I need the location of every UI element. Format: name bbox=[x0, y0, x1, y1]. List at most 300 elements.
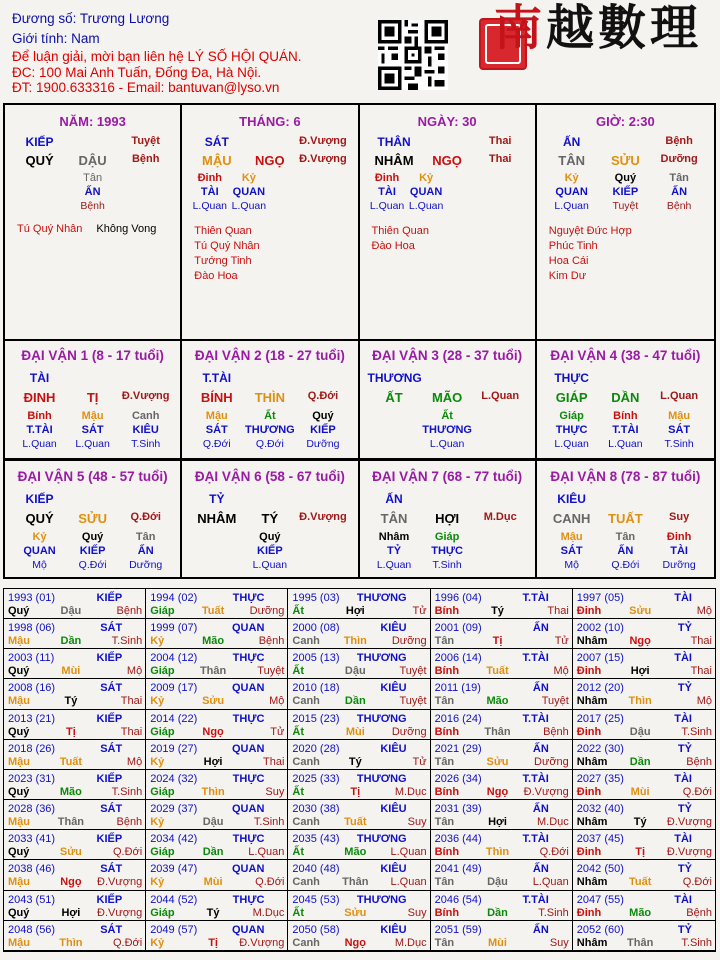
year-god: SÁT bbox=[100, 923, 123, 936]
year-stem: Bính bbox=[434, 846, 460, 859]
dai-van-2 bbox=[182, 340, 359, 458]
year-stage: L.Quan bbox=[248, 846, 285, 859]
year-god: THỰC bbox=[232, 652, 265, 665]
year-branch: Mão bbox=[629, 906, 652, 919]
year-cell bbox=[4, 830, 146, 860]
dai-van-stem: QUÝ bbox=[25, 510, 54, 526]
dai-van-branch: SỬU bbox=[78, 510, 108, 526]
year-god: T.TÀI bbox=[522, 652, 549, 665]
year-cell bbox=[573, 710, 715, 740]
year-stage: M.Dục bbox=[394, 785, 427, 798]
year-stem: Tân bbox=[434, 635, 455, 648]
dai-van-title: ĐẠI VẬN 6 (58 - 67 tuổi) bbox=[194, 469, 345, 484]
year-branch: Ngọ bbox=[202, 725, 224, 738]
hidden-stage: Mộ bbox=[32, 558, 47, 571]
hidden-stem bbox=[474, 532, 527, 543]
year-cell bbox=[288, 619, 430, 649]
year-branch: Tý bbox=[491, 605, 504, 617]
hidden-stem: Mậu bbox=[81, 409, 104, 422]
year-god: THỰC bbox=[232, 712, 265, 725]
year-stem: Quý bbox=[8, 906, 30, 919]
year-cell bbox=[573, 619, 715, 649]
year-stage: Dưỡng bbox=[391, 725, 427, 738]
hidden-stem: Đinh bbox=[666, 530, 692, 543]
hidden-stem: Tân bbox=[615, 530, 636, 543]
year-branch: Ngọ bbox=[60, 876, 82, 889]
year-stem: Bính bbox=[434, 665, 460, 678]
year-label: 2044 (52) bbox=[150, 893, 198, 906]
year-cell bbox=[4, 649, 146, 679]
year-cell bbox=[573, 649, 715, 679]
year-stage: Đ.Vượng bbox=[666, 846, 712, 859]
hidden-stem: Tân bbox=[83, 172, 103, 184]
year-branch: Dậu bbox=[487, 876, 508, 889]
year-branch: Mùi bbox=[630, 785, 650, 798]
year-cell bbox=[431, 619, 573, 649]
year-stage: Q.Đới bbox=[255, 876, 285, 889]
year-branch: Sửu bbox=[344, 906, 367, 919]
year-branch: Tuất bbox=[628, 876, 652, 889]
hidden-god: KIẾP bbox=[79, 544, 106, 557]
year-branch: Tị bbox=[66, 725, 76, 738]
year-branch: Tị bbox=[350, 785, 361, 798]
year-stem: Giáp bbox=[150, 906, 175, 919]
year-stem: Kỷ bbox=[150, 635, 165, 648]
dai-van-branch: TỊ bbox=[86, 389, 99, 405]
year-label: 2001 (09) bbox=[434, 622, 482, 635]
year-stage: Dưỡng bbox=[534, 755, 569, 768]
pillar-stem: NHÂM bbox=[374, 153, 414, 168]
year-stem: Bính bbox=[434, 605, 460, 617]
year-stage: Bệnh bbox=[686, 755, 712, 768]
year-branch: Mùi bbox=[61, 665, 81, 678]
dai-van-branch: MÃO bbox=[431, 389, 463, 405]
year-cell bbox=[431, 860, 573, 890]
year-stage: Tử bbox=[412, 605, 427, 617]
year-stem: Giáp bbox=[150, 665, 175, 678]
dai-van-branch: DẦN bbox=[611, 389, 640, 405]
year-stage: Thai bbox=[262, 755, 285, 768]
year-branch: Ngọ bbox=[344, 936, 366, 949]
year-god: QUAN bbox=[232, 923, 265, 936]
year-cell bbox=[288, 710, 430, 740]
year-god: ẤN bbox=[532, 622, 549, 635]
year-label: 2013 (21) bbox=[8, 712, 56, 725]
year-cell bbox=[4, 710, 146, 740]
hidden-god: KIẾP bbox=[612, 186, 639, 198]
dai-van-god: KIẾP bbox=[25, 491, 54, 506]
year-label: 1995 (03) bbox=[292, 592, 340, 604]
year-branch: Tý bbox=[64, 695, 78, 708]
year-branch: Dậu bbox=[344, 665, 366, 678]
year-label: 2023 (31) bbox=[8, 772, 56, 785]
year-stage: T.Sinh bbox=[253, 816, 285, 829]
year-stem: Canh bbox=[292, 816, 320, 829]
pillar-god: KIẾP bbox=[25, 135, 54, 149]
year-god: SÁT bbox=[100, 803, 123, 816]
year-stage: T.Sinh bbox=[538, 906, 569, 919]
year-stem: Nhâm bbox=[576, 695, 608, 708]
year-label: 2040 (48) bbox=[292, 863, 340, 876]
year-god: TỶ bbox=[677, 803, 692, 816]
year-stage: Mộ bbox=[553, 665, 569, 678]
year-label: 2016 (24) bbox=[434, 712, 482, 725]
year-god: KIÊU bbox=[380, 863, 407, 876]
four-pillars-table bbox=[3, 103, 716, 341]
dai-van-stage: Đ.Vượng bbox=[121, 389, 170, 402]
year-stage: Dưỡng bbox=[391, 635, 427, 648]
hidden-stage: L.Quan bbox=[554, 200, 589, 212]
hidden-god bbox=[474, 546, 527, 557]
year-god: T.TÀI bbox=[522, 712, 549, 725]
year-god: TÀI bbox=[674, 652, 692, 665]
dai-van-stem: GIÁP bbox=[555, 389, 588, 405]
year-stem: Mậu bbox=[8, 936, 30, 949]
year-stage: Thai bbox=[547, 605, 569, 617]
hidden-stem: Đinh bbox=[374, 172, 400, 184]
year-branch: Mão bbox=[202, 635, 225, 648]
year-stem: Nhâm bbox=[576, 635, 608, 648]
year-cell bbox=[288, 830, 430, 860]
hidden-stem: Bính bbox=[613, 409, 638, 422]
hidden-stem: Quý bbox=[81, 530, 104, 543]
hidden-stage bbox=[190, 560, 243, 571]
hidden-stem: Canh bbox=[131, 409, 160, 422]
year-god: TỶ bbox=[677, 622, 692, 635]
dai-van-row-2 bbox=[3, 459, 716, 579]
year-branch: Hợi bbox=[345, 605, 365, 617]
year-branch: Tuất bbox=[59, 755, 83, 768]
year-cell bbox=[288, 800, 430, 830]
year-stem: Đinh bbox=[576, 725, 602, 738]
year-stem: Bính bbox=[434, 725, 460, 738]
hidden-god bbox=[296, 546, 349, 557]
year-stem: Đinh bbox=[576, 785, 602, 798]
year-label: 2005 (13) bbox=[292, 652, 340, 665]
year-stem: Ất bbox=[292, 785, 304, 798]
year-stem: Nhâm bbox=[576, 816, 608, 829]
year-god: TÀI bbox=[674, 592, 692, 604]
hidden-stage: L.Quan bbox=[22, 437, 57, 450]
year-stem: Đinh bbox=[576, 906, 602, 919]
hidden-stage: L.Quan bbox=[376, 558, 412, 571]
year-stem: Kỷ bbox=[150, 755, 165, 768]
pillar-title: GIỜ: 2:30 bbox=[595, 114, 655, 129]
qr-code-icon[interactable] bbox=[378, 20, 448, 90]
hidden-stage: L.Quan bbox=[192, 200, 228, 212]
dai-van-god: T.TÀI bbox=[202, 370, 232, 385]
year-god: TÀI bbox=[674, 833, 692, 846]
star-item: Tú Quý Nhân bbox=[194, 239, 260, 252]
year-cell bbox=[573, 860, 715, 890]
year-stage: M.Dục bbox=[394, 936, 427, 949]
hidden-stage: T.Sinh bbox=[664, 437, 694, 450]
year-god: ẤN bbox=[532, 863, 549, 876]
year-label: 2018 (26) bbox=[8, 742, 56, 755]
year-cell bbox=[573, 830, 715, 860]
year-stage: Bệnh bbox=[686, 906, 712, 919]
year-branch: Thìn bbox=[485, 846, 510, 859]
year-god: TỶ bbox=[677, 863, 692, 876]
year-stage: Đ.Vượng bbox=[97, 876, 143, 889]
year-branch: Dần bbox=[202, 846, 224, 859]
hidden-stem: Mậu bbox=[205, 409, 228, 422]
year-label: 2014 (22) bbox=[150, 712, 198, 725]
year-stage: T.Sinh bbox=[681, 936, 712, 949]
year-stem: Đinh bbox=[576, 665, 602, 678]
hidden-god: THƯƠNG bbox=[245, 423, 295, 436]
year-label: 2000 (08) bbox=[292, 622, 340, 635]
hidden-stem: Giáp bbox=[434, 530, 460, 543]
dai-van-stem: CANH bbox=[552, 510, 591, 526]
year-god: KIẾP bbox=[96, 772, 123, 785]
star-item: Tướng Tinh bbox=[194, 254, 252, 267]
year-label: 2049 (57) bbox=[150, 923, 198, 936]
hidden-stem: Kỷ bbox=[32, 530, 47, 543]
year-branch: Sửu bbox=[629, 605, 652, 617]
hidden-god: THỰC bbox=[431, 544, 463, 557]
year-stem: Đinh bbox=[576, 605, 602, 617]
hidden-god: QUAN bbox=[409, 186, 443, 198]
year-stem: Giáp bbox=[150, 785, 175, 798]
pillar-god: SÁT bbox=[204, 135, 229, 149]
pillar-stem: MẬU bbox=[201, 153, 232, 168]
year-cell bbox=[288, 860, 430, 890]
year-cell bbox=[146, 830, 288, 860]
year-label: 1996 (04) bbox=[434, 592, 482, 604]
year-label: 2050 (58) bbox=[292, 923, 340, 936]
year-label: 2038 (46) bbox=[8, 863, 56, 876]
pillar-title: NGÀY: 30 bbox=[417, 114, 477, 129]
dai-van-stem: ẤT bbox=[385, 389, 403, 405]
year-cell bbox=[573, 891, 715, 921]
dai-van-title: ĐẠI VẬN 8 (78 - 87 tuổi) bbox=[550, 469, 701, 484]
year-god: KIẾP bbox=[96, 833, 123, 846]
year-label: 2048 (56) bbox=[8, 923, 56, 936]
year-label: 1994 (02) bbox=[150, 592, 198, 604]
year-cell bbox=[146, 891, 288, 921]
year-cell bbox=[146, 679, 288, 709]
hidden-stem: Đinh bbox=[197, 172, 223, 184]
year-god: SÁT bbox=[100, 742, 123, 755]
year-label: 1999 (07) bbox=[150, 622, 198, 635]
year-stem: Quý bbox=[8, 605, 30, 617]
year-god: T.TÀI bbox=[522, 592, 549, 604]
dai-van-3 bbox=[360, 340, 537, 458]
dai-van-title: ĐẠI VẬN 3 (28 - 37 tuổi) bbox=[372, 348, 523, 363]
hidden-stage: L.Quan bbox=[369, 200, 405, 212]
year-label: 2002 (10) bbox=[576, 622, 624, 635]
year-branch: Sửu bbox=[202, 695, 225, 708]
year-branch: Sửu bbox=[59, 846, 82, 859]
year-god: KIẾP bbox=[96, 712, 123, 725]
star-item: Thiên Quan bbox=[194, 224, 252, 237]
year-god: TÀI bbox=[674, 772, 692, 785]
dai-van-god: TÀI bbox=[29, 370, 50, 385]
year-stage: Bệnh bbox=[116, 605, 143, 617]
pillar-stage: Bệnh bbox=[665, 135, 693, 147]
hidden-stage bbox=[474, 560, 527, 571]
year-stage: Thai bbox=[120, 695, 143, 708]
hidden-stage bbox=[368, 439, 421, 450]
year-branch: Mão bbox=[59, 785, 82, 798]
year-branch: Thìn bbox=[201, 785, 225, 798]
year-label: 2025 (33) bbox=[292, 772, 340, 785]
dai-van-row-1 bbox=[3, 340, 716, 460]
year-stage: L.Quan bbox=[390, 846, 427, 859]
dai-van-branch: TUẤT bbox=[608, 510, 643, 526]
year-stem: Tân bbox=[434, 936, 455, 949]
year-label: 2043 (51) bbox=[8, 893, 56, 906]
year-branch: Thìn bbox=[59, 936, 83, 949]
year-god: TỶ bbox=[677, 742, 692, 755]
year-god: T.TÀI bbox=[522, 893, 549, 906]
star-item: Tú Quý Nhân bbox=[17, 222, 83, 235]
year-label: 2037 (45) bbox=[576, 833, 624, 846]
year-stage: Q.Đới bbox=[112, 936, 143, 949]
pillar-year bbox=[5, 105, 182, 339]
year-god: T.TÀI bbox=[522, 833, 549, 846]
hidden-stage: Bệnh bbox=[666, 200, 692, 212]
hidden-god: SÁT bbox=[668, 423, 691, 436]
hidden-stem: Kỷ bbox=[419, 172, 434, 184]
year-stem: Giáp bbox=[150, 725, 175, 738]
year-stem: Tân bbox=[434, 695, 455, 708]
year-stage: Đ.Vượng bbox=[666, 816, 712, 829]
hidden-god: TÀI bbox=[200, 186, 219, 198]
year-stem: Canh bbox=[292, 755, 320, 768]
hidden-god: TÀI bbox=[378, 186, 396, 198]
hidden-stage: Dưỡng bbox=[662, 558, 696, 571]
hidden-stem: Quý bbox=[614, 172, 637, 184]
hidden-stage: Q.Đới bbox=[202, 437, 231, 450]
year-stage: Q.Đới bbox=[112, 846, 143, 859]
year-cell bbox=[146, 649, 288, 679]
year-label: 2052 (60) bbox=[576, 923, 624, 936]
year-branch: Tuất bbox=[344, 816, 367, 829]
year-branch: Thân bbox=[57, 816, 85, 829]
year-stage: Tử bbox=[554, 635, 569, 648]
pillar-hour bbox=[537, 105, 714, 339]
hidden-god: T.TÀI bbox=[26, 423, 53, 436]
year-branch: Hợi bbox=[630, 665, 650, 678]
year-branch: Mão bbox=[486, 695, 509, 708]
year-cell bbox=[4, 921, 146, 951]
year-stem: Mậu bbox=[8, 816, 30, 829]
year-stage: Tuyệt bbox=[257, 665, 285, 678]
year-god: SÁT bbox=[100, 863, 123, 876]
year-cell bbox=[146, 921, 288, 951]
dai-van-stage: M.Dục bbox=[483, 510, 517, 523]
year-god: THƯƠNG bbox=[356, 652, 407, 665]
year-label: 2028 (36) bbox=[8, 803, 56, 816]
dai-van-1 bbox=[5, 340, 182, 458]
year-god: QUAN bbox=[232, 742, 265, 755]
pillar-god: ẤN bbox=[562, 135, 581, 149]
year-god: TỶ bbox=[677, 923, 692, 936]
year-stem: Nhâm bbox=[576, 876, 608, 889]
year-god: T.TÀI bbox=[522, 772, 549, 785]
pillar-branch-stage: Bệnh bbox=[131, 153, 160, 165]
year-stem: Quý bbox=[8, 725, 30, 738]
hidden-god: QUAN bbox=[232, 186, 266, 198]
dai-van-title: ĐẠI VẬN 2 (18 - 27 tuổi) bbox=[194, 348, 345, 363]
year-branch: Mùi bbox=[345, 725, 365, 738]
year-god: KIÊU bbox=[380, 923, 407, 936]
pillar-title: THÁNG: 6 bbox=[239, 114, 301, 129]
year-stem: Bính bbox=[434, 906, 460, 919]
year-stem: Ất bbox=[292, 906, 304, 919]
hidden-god: T.TÀI bbox=[612, 423, 639, 436]
year-label: 2051 (59) bbox=[434, 923, 482, 936]
year-branch: Tý bbox=[633, 816, 647, 829]
year-cell bbox=[431, 891, 573, 921]
year-cell bbox=[4, 891, 146, 921]
pillar-branch-stage: Dưỡng bbox=[660, 153, 698, 165]
year-stage: Thai bbox=[690, 635, 712, 648]
hidden-stage: Q.Đới bbox=[78, 558, 107, 571]
year-branch: Dậu bbox=[629, 725, 651, 738]
address-line: ĐC: 100 Mai Anh Tuấn, Đống Đa, Hà Nội. bbox=[12, 65, 262, 80]
contact-line: Để luận giải, mời bạn liên hệ LÝ SỐ HỘI QUÁN. bbox=[12, 49, 302, 64]
year-branch: Dậu bbox=[202, 816, 224, 829]
year-god: ẤN bbox=[532, 682, 549, 695]
year-stem: Kỷ bbox=[150, 876, 165, 889]
year-stage: Suy bbox=[407, 906, 427, 919]
year-label: 2003 (11) bbox=[8, 652, 55, 665]
year-god: QUAN bbox=[232, 863, 265, 876]
year-god: THƯƠNG bbox=[356, 893, 407, 906]
year-cell bbox=[146, 800, 288, 830]
pillar-stage: Tuyệt bbox=[131, 135, 160, 147]
year-branch: Ngọ bbox=[629, 635, 651, 648]
year-branch: Thìn bbox=[343, 635, 367, 648]
year-branch: Dần bbox=[344, 695, 366, 708]
dai-van-branch: HỢI bbox=[435, 510, 460, 526]
year-branch: Sửu bbox=[486, 755, 509, 768]
hidden-stage: L.Quan bbox=[231, 200, 267, 212]
year-stem: Đinh bbox=[576, 846, 602, 859]
year-label: 2039 (47) bbox=[150, 863, 198, 876]
year-stage: Tuyệt bbox=[399, 695, 427, 708]
year-cell bbox=[573, 679, 715, 709]
year-stem: Mậu bbox=[8, 635, 30, 648]
hidden-god bbox=[474, 425, 527, 436]
dai-van-stage: Suy bbox=[669, 510, 690, 523]
year-cell bbox=[431, 649, 573, 679]
year-god: QUAN bbox=[232, 682, 265, 695]
year-label: 2036 (44) bbox=[434, 833, 482, 846]
year-branch: Tị bbox=[208, 936, 218, 949]
dai-van-title: ĐẠI VẬN 5 (48 - 57 tuổi) bbox=[17, 469, 168, 484]
hidden-stage: Bệnh bbox=[80, 200, 105, 212]
year-god: ẤN bbox=[532, 803, 549, 816]
year-label: 2029 (37) bbox=[150, 803, 198, 816]
hidden-stage: L.Quan bbox=[429, 437, 465, 450]
pillar-branch: NGỌ bbox=[255, 153, 285, 168]
year-branch: Mùi bbox=[488, 936, 507, 949]
pillar-branch-stage: Thai bbox=[488, 153, 512, 165]
hidden-god: KIẾP bbox=[310, 423, 336, 436]
year-label: 2032 (40) bbox=[576, 803, 624, 816]
hidden-stem: Quý bbox=[312, 409, 334, 422]
hidden-god bbox=[368, 425, 421, 436]
year-stem: Bính bbox=[434, 785, 460, 798]
year-cell bbox=[4, 800, 146, 830]
year-stem: Kỷ bbox=[150, 695, 165, 708]
dai-van-6 bbox=[182, 461, 359, 577]
hidden-god: QUAN bbox=[23, 544, 56, 557]
